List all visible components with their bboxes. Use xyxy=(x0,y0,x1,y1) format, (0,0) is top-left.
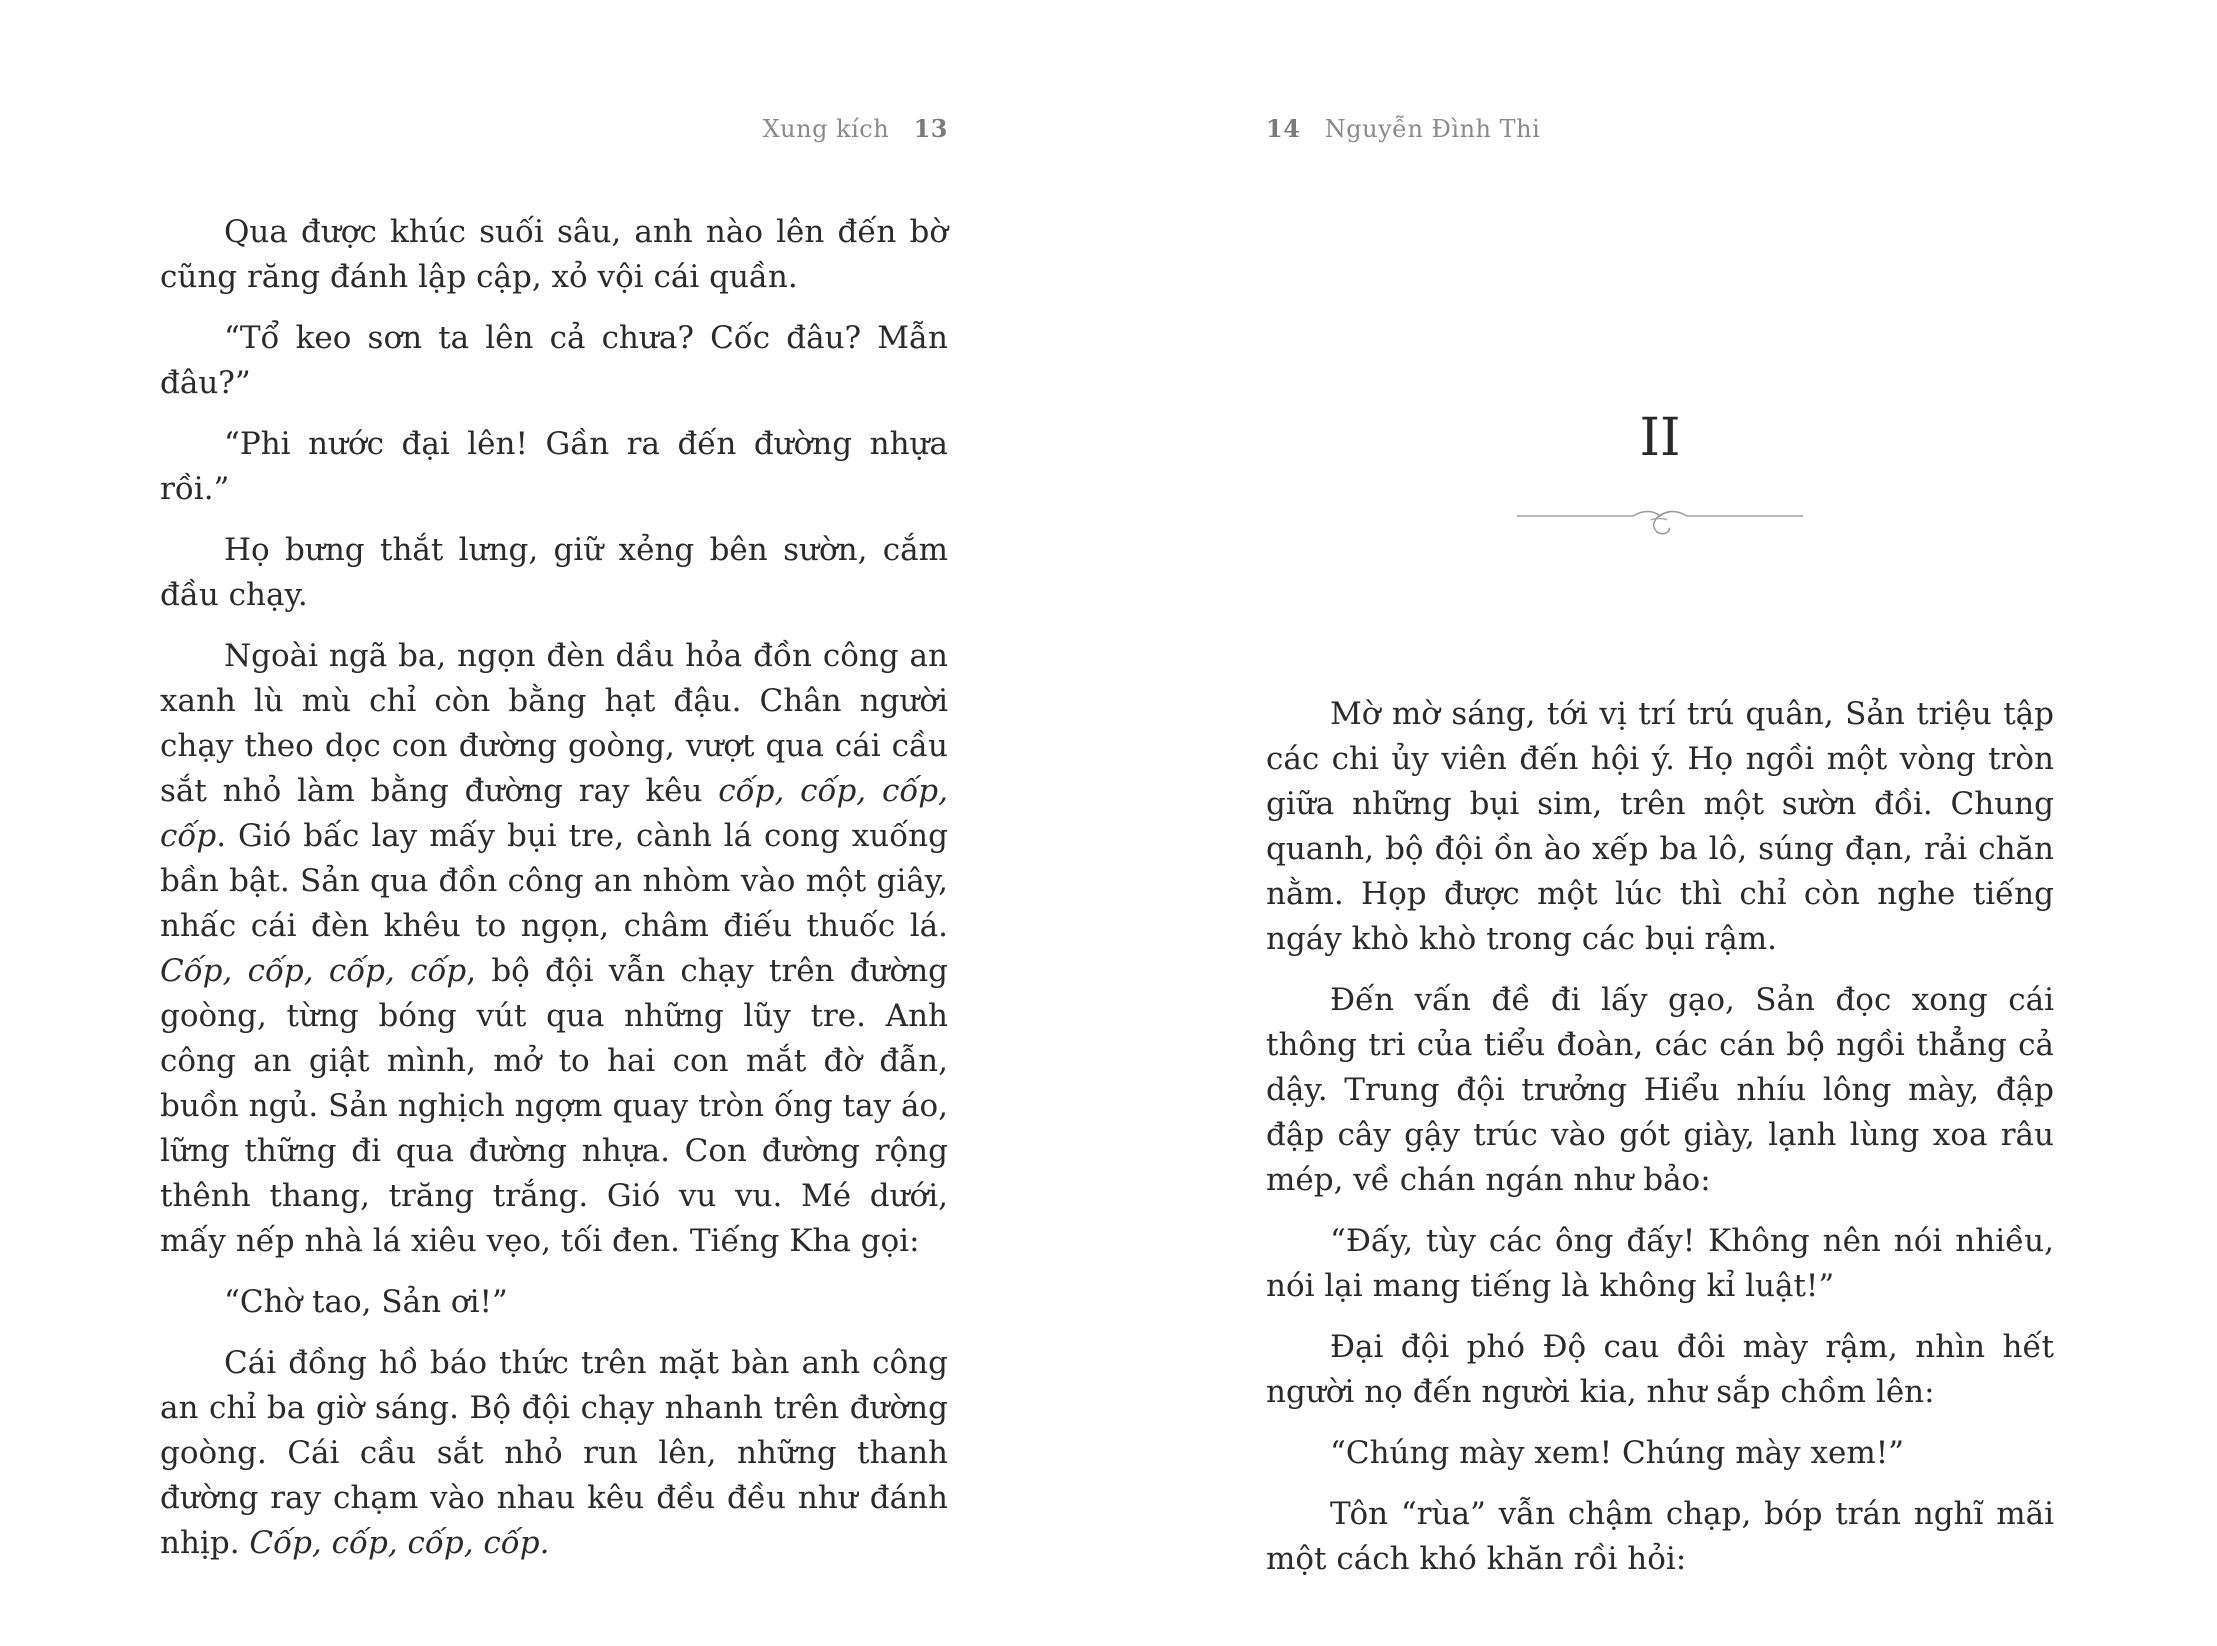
paragraph xyxy=(1266,1492,2054,1582)
paragraph xyxy=(160,1280,948,1325)
text-run: . Gió bấc lay mấy bụi tre, cành lá cong xuống bần bật. Sản qua đồn công an nhòm vào một giây, nhấc cái đèn khêu to ngọn, châm điếu thuốc lá. xyxy=(160,818,948,944)
paragraph xyxy=(1266,1325,2054,1415)
paragraph xyxy=(1266,692,2054,962)
italic-text: Cốp, cốp, cốp, cốp xyxy=(160,953,467,989)
paragraph xyxy=(160,422,948,512)
text-run: Đại đội phó Độ cau đôi mày rậm, nhìn hết người nọ đến người kia, như sắp chồm lên: xyxy=(1266,1329,2054,1410)
paragraph xyxy=(1266,1219,2054,1309)
text-run: “Tổ keo sơn ta lên cả chưa? Cốc đâu? Mẫn đâu?” xyxy=(160,320,948,401)
running-header-right xyxy=(1266,114,1540,143)
text-run: Họ bưng thắt lưng, giữ xẻng bên sườn, cắm đầu chạy. xyxy=(160,532,948,613)
italic-text: Cốp, cốp, cốp, cốp. xyxy=(249,1525,550,1561)
paragraph xyxy=(160,634,948,1264)
book-section-title: Xung kích xyxy=(762,115,890,143)
italic-text: cốp, cốp, cốp, cốp xyxy=(160,773,948,854)
text-run: , bộ đội vẫn chạy trên đường goòng, từng bóng vút qua những lũy tre. Anh công an giật mình, mở to hai con mắt đờ đẫn, buồn ngủ. Sản nghịch ngợm quay tròn ống tay áo, lững thững đi qua đường nhựa. Con đường rộng thênh thang, trăng trắng. Gió vu vu. Mé dưới, mấy nếp nhà lá xiêu vẹo, tối đen. Tiếng Kha gọi: xyxy=(160,953,949,1259)
text-run: Tôn “rùa” vẫn chậm chạp, bóp trán nghĩ mãi một cách khó khăn rồi hỏi: xyxy=(1266,1496,2054,1577)
paragraph xyxy=(160,210,948,300)
author-name: Nguyễn Đình Thi xyxy=(1324,115,1541,143)
paragraph xyxy=(160,316,948,406)
text-run: Mờ mờ sáng, tới vị trí trú quân, Sản triệu tập các chi ủy viên đến hội ý. Họ ngồi một vòng tròn giữa những bụi sim, trên một sườn đồi. Chung quanh, bộ đội ồn ào xếp ba lô, súng đạn, rải chăn nằm. Họp được một lúc thì chỉ còn nghe tiếng ngáy khò khò trong các bụi rậm. xyxy=(1266,696,2054,957)
paragraph xyxy=(1266,1431,2054,1476)
text-run: Cái đồng hồ báo thức trên mặt bàn anh công an chỉ ba giờ sáng. Bộ đội chạy nhanh trên đường goòng. Cái cầu sắt nhỏ run lên, những thanh đường ray chạm vào nhau kêu đều đều như đánh nhịp. xyxy=(160,1345,948,1561)
text-run: Ngoài ngã ba, ngọn đèn dầu hỏa đồn công an xanh lù mù chỉ còn bằng hạt đậu. Chân người chạy theo dọc con đường goòng, vượt qua cái cầu sắt nhỏ làm bằng đường ray kêu xyxy=(160,638,948,809)
paragraph xyxy=(1266,978,2054,1203)
flourish-divider-icon xyxy=(1517,502,1803,538)
body-text-left xyxy=(160,210,948,1582)
left-page xyxy=(0,0,1108,1646)
paragraph xyxy=(160,1341,948,1566)
body-text-right xyxy=(1266,692,2054,1598)
text-run: “Chúng mày xem! Chúng mày xem!” xyxy=(1330,1435,1905,1471)
chapter-number: II xyxy=(1639,408,1681,468)
text-run: “Chờ tao, Sản ơi!” xyxy=(224,1284,508,1320)
text-run: Qua được khúc suối sâu, anh nào lên đến bờ cũng răng đánh lập cập, xỏ vội cái quần. xyxy=(160,214,948,295)
page-number-left: 13 xyxy=(913,114,948,143)
running-header-left xyxy=(763,114,948,143)
text-run: Đến vấn đề đi lấy gạo, Sản đọc xong cái thông tri của tiểu đoàn, các cán bộ ngồi thẳng cả dậy. Trung đội trưởng Hiểu nhíu lông mày, đập đập cây gậy trúc vào gót giày, lạnh lùng xoa râu mép, về chán ngán như bảo: xyxy=(1266,982,2054,1198)
right-page xyxy=(1108,0,2217,1646)
paragraph xyxy=(160,528,948,618)
page-number-right: 14 xyxy=(1266,114,1301,143)
text-run: “Phi nước đại lên! Gần ra đến đường nhựa rồi.” xyxy=(160,426,948,507)
text-run: “Đấy, tùy các ông đấy! Không nên nói nhiều, nói lại mang tiếng là không kỉ luật!” xyxy=(1266,1223,2054,1304)
